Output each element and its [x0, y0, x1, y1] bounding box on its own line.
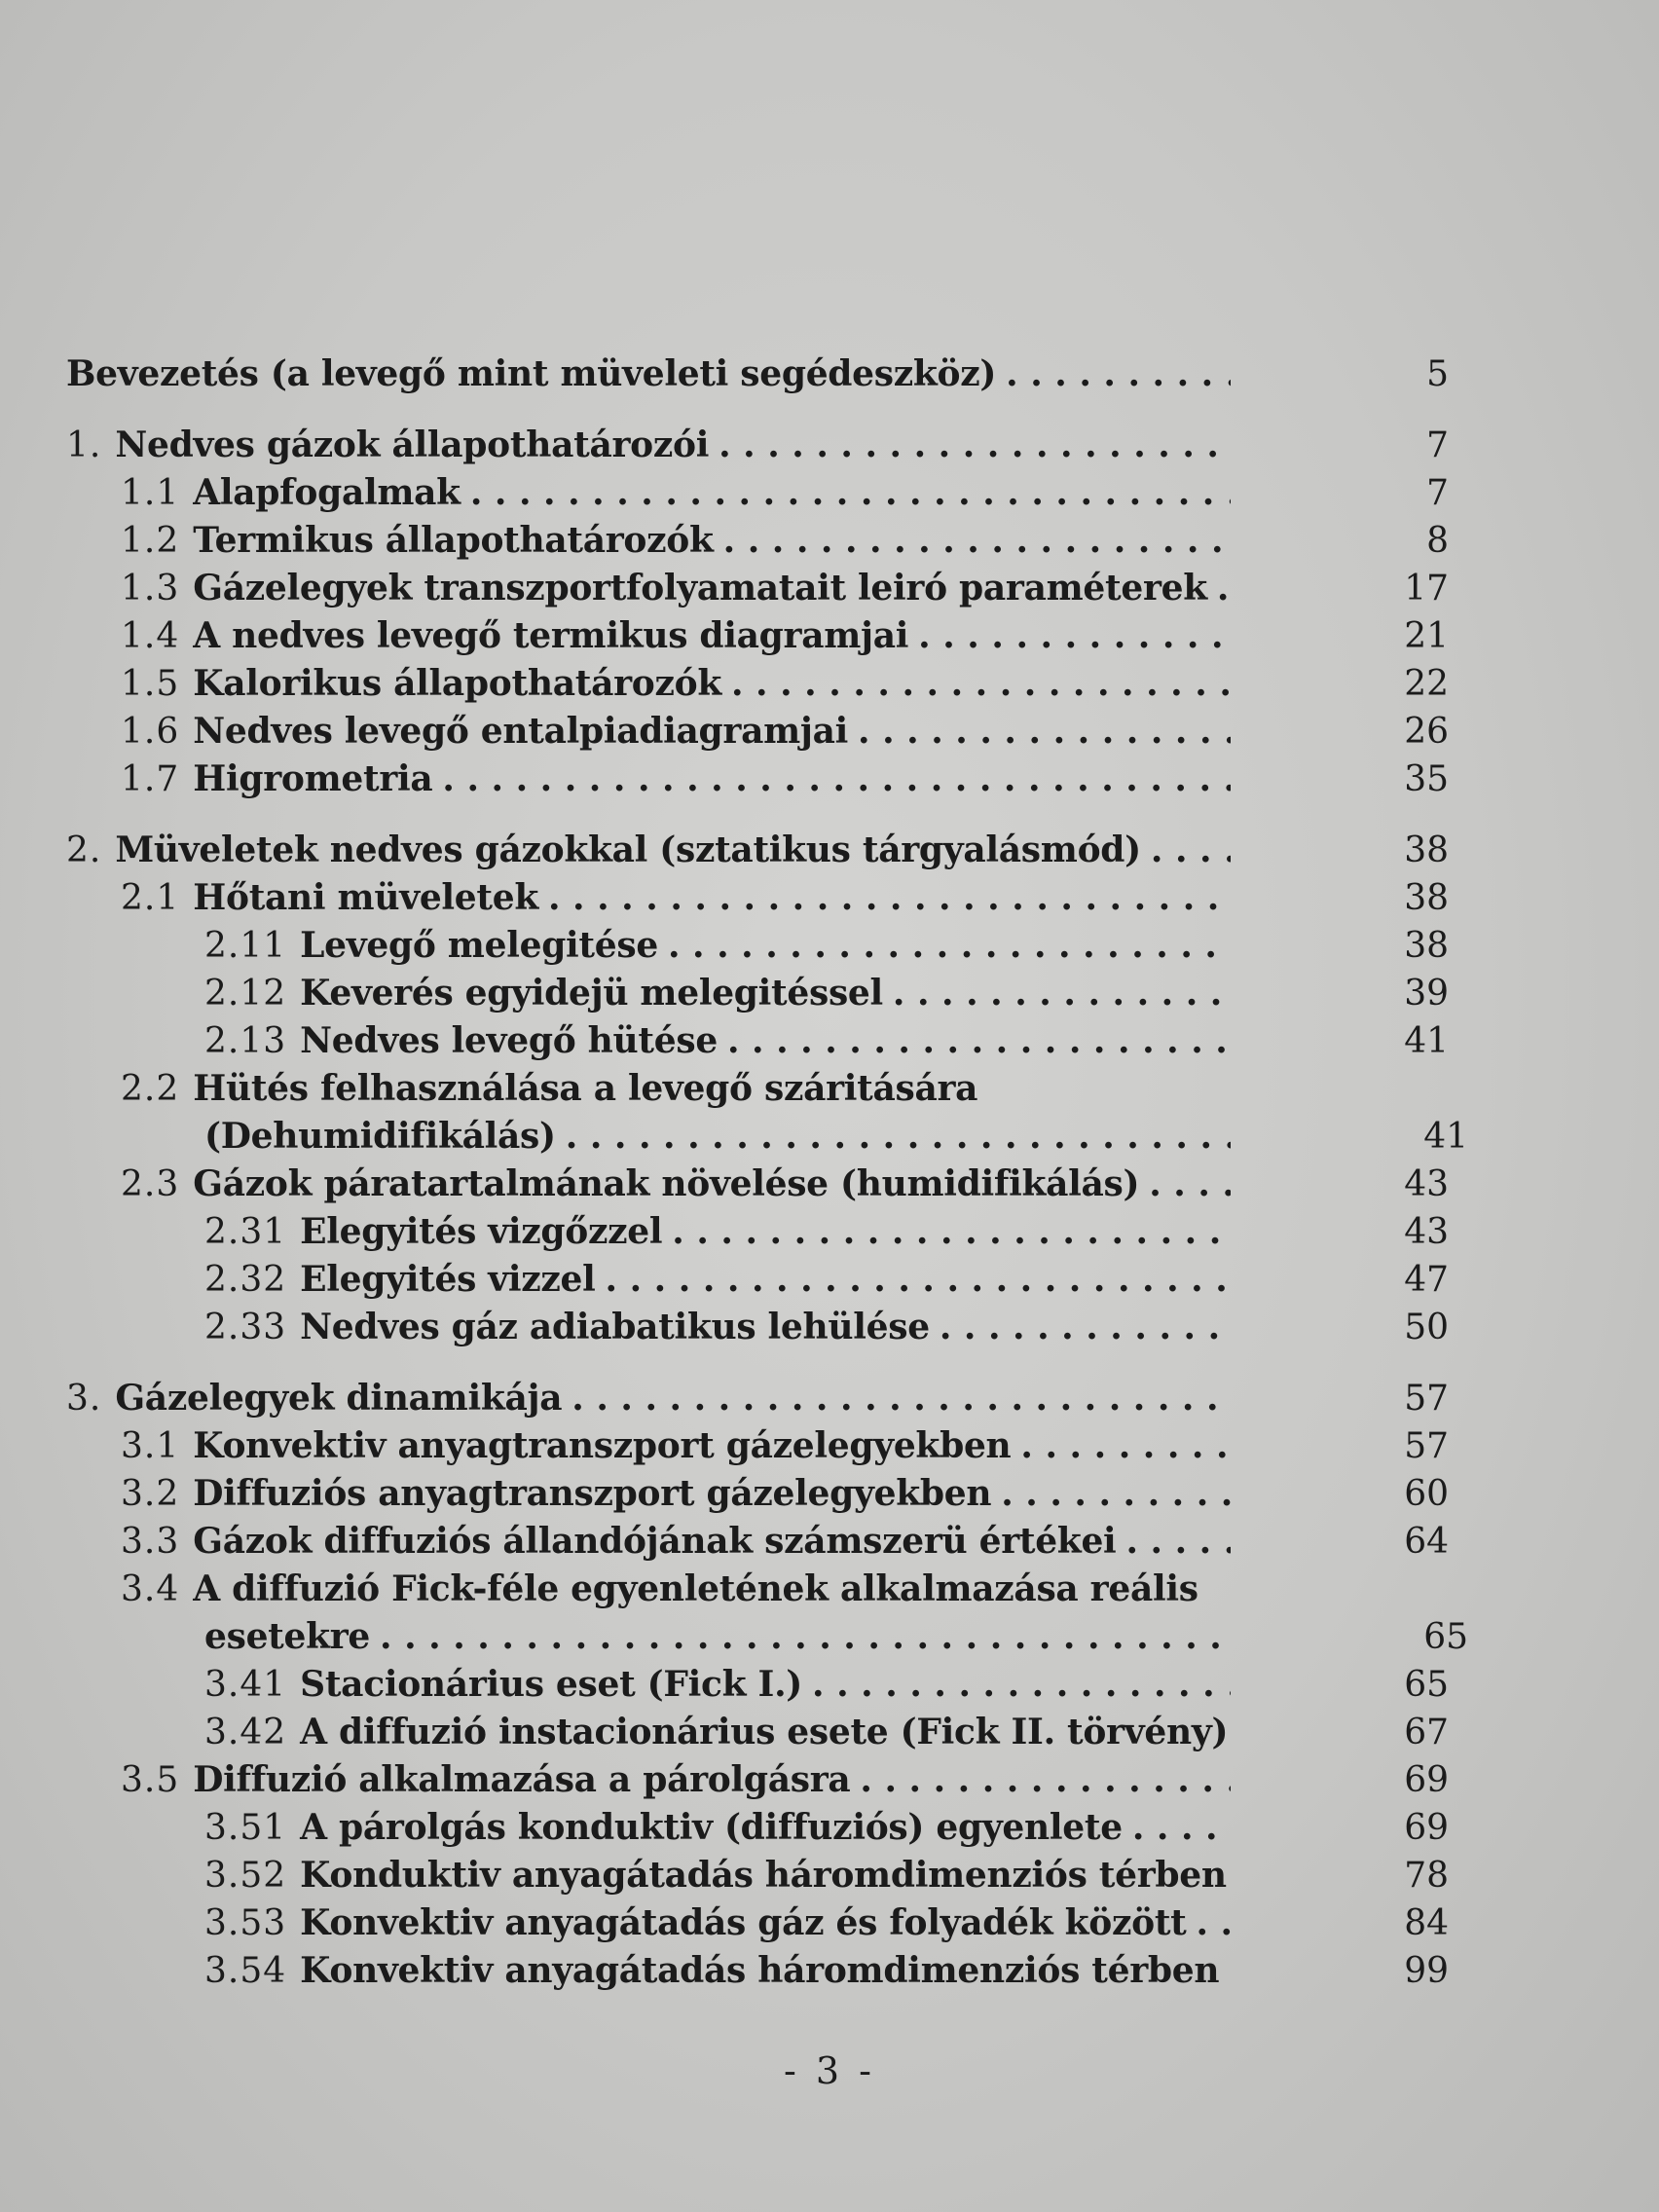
toc-entry [66, 1304, 1468, 1351]
toc-entry [66, 1709, 1468, 1756]
toc-entry-number: 1.2 [121, 521, 180, 561]
toc-entry [66, 565, 1468, 612]
toc-entry-number: 2.2 [121, 1069, 180, 1109]
dot-leader [1196, 1899, 1231, 1947]
toc-entry [66, 922, 1468, 970]
toc-entry-page: 99 [1404, 1951, 1449, 1991]
toc-entry-number: 3.5 [121, 1760, 180, 1800]
dot-leader [566, 1113, 1231, 1161]
toc-entry-number: 1.1 [121, 473, 180, 513]
toc-entry-number: 1.3 [121, 569, 180, 608]
toc-entry-page: 38 [1404, 878, 1449, 918]
toc-entry-title: Termikus állapothatározók [193, 520, 714, 561]
toc-entry-page: 67 [1404, 1713, 1449, 1752]
toc-entry [66, 1852, 1468, 1899]
toc-entry [66, 1899, 1468, 1947]
toc-entry [66, 1756, 1468, 1804]
toc-entry-title: Nedves gázok állapothatározói [115, 424, 710, 465]
toc-entry-number: 2.33 [204, 1308, 287, 1347]
toc-entry-page: 5 [1426, 354, 1449, 394]
toc-entry [66, 1256, 1468, 1304]
toc-entry-title: Higrometria [193, 758, 433, 799]
dot-leader [918, 612, 1231, 660]
toc-entry-title: Diffuzió alkalmazása a párolgásra [193, 1759, 851, 1800]
dot-leader [606, 1256, 1231, 1304]
dot-leader [1001, 1470, 1231, 1518]
toc-sections [66, 422, 1468, 1995]
toc-section-3 [66, 1375, 1468, 1995]
toc-entry-title: Gázelegyek dinamikája [115, 1378, 563, 1419]
toc-entry-title: Nedves gáz adiabatikus lehülése [300, 1307, 930, 1347]
toc-entry-title: Konvektiv anyagátadás háromdimenziós térben [300, 1950, 1220, 1991]
toc-entry-page: 50 [1404, 1308, 1449, 1347]
toc-entry-number: 3. [66, 1379, 102, 1419]
toc-entry [66, 1161, 1468, 1208]
toc-entry-page: 41 [1404, 1021, 1449, 1061]
toc-entry-number: 2.1 [121, 878, 180, 918]
toc-section-2 [66, 827, 1468, 1351]
dot-leader [860, 1756, 1231, 1804]
toc-entry-page: 43 [1404, 1164, 1449, 1204]
toc-entry-title: Hőtani müveletek [193, 877, 538, 918]
toc-entry-page: 65 [1404, 1665, 1449, 1705]
toc-entry-title: Stacionárius eset (Fick I.) [300, 1664, 803, 1705]
toc-entry-page: 26 [1404, 712, 1449, 752]
toc-entry-title: Levegő melegitése [300, 925, 658, 966]
page-number: - 3 - [783, 2049, 875, 2092]
dot-leader [1020, 1422, 1231, 1470]
toc-entry-page: 65 [1423, 1617, 1468, 1657]
toc-entry [66, 1804, 1468, 1852]
toc-entry-page: 64 [1404, 1522, 1449, 1562]
toc-entry [66, 756, 1468, 803]
toc-entry-page: 7 [1426, 473, 1449, 513]
dot-leader [723, 517, 1231, 565]
toc-entry-number: 2.13 [204, 1021, 287, 1061]
toc-entry-page: 60 [1404, 1474, 1449, 1514]
toc-entry-number: 2.3 [121, 1164, 180, 1204]
toc-entry [66, 1661, 1468, 1709]
dot-leader [940, 1304, 1231, 1351]
toc-entry [66, 660, 1468, 708]
toc-entry [66, 1470, 1468, 1518]
toc-entry-number: 3.53 [204, 1903, 287, 1943]
toc-entry-number: 1.5 [121, 664, 180, 704]
toc-entry-title: Diffuziós anyagtranszport gázelegyekben [193, 1473, 992, 1514]
dot-leader [672, 1208, 1231, 1256]
toc-entry [66, 1566, 1468, 1613]
toc-entry-title: Hütés felhasználása a levegő száritására [193, 1068, 978, 1109]
toc-entry-number: 3.51 [204, 1808, 287, 1848]
toc-entry-title: Kalorikus állapothatározók [193, 663, 721, 704]
toc-entry-title: Nedves levegő entalpiadiagramjai [193, 711, 849, 752]
toc-entry-page: 57 [1404, 1379, 1449, 1419]
toc-entry-number: 3.54 [204, 1951, 287, 1991]
toc-entry [66, 1113, 1468, 1161]
toc-entry-title: Bevezetés (a levegő mint müveleti segédeszköz) [66, 353, 997, 394]
toc-entry-title: (Dehumidifikálás) [204, 1116, 556, 1157]
dot-leader [812, 1661, 1231, 1709]
toc-entry-title: Elegyités vizzel [300, 1259, 596, 1300]
toc-entry-title: Gázok páratartalmának növelése (humidifikálás) [193, 1163, 1140, 1204]
toc-entry-number: 3.41 [204, 1665, 287, 1705]
toc-entry-number: 2.12 [204, 974, 287, 1014]
toc-entry-page: 78 [1404, 1856, 1449, 1896]
dot-leader [858, 708, 1231, 756]
toc-entry-number: 2. [66, 830, 102, 870]
toc-entry-page: 17 [1404, 569, 1449, 608]
toc-entry [66, 827, 1468, 874]
dot-leader [719, 422, 1231, 469]
toc-entry-page: 38 [1404, 830, 1449, 870]
toc-entry-number: 3.4 [121, 1569, 180, 1609]
toc-entry-number: 2.11 [204, 926, 287, 966]
toc-entry-page: 35 [1404, 759, 1449, 799]
toc-entry-page: 84 [1404, 1903, 1449, 1943]
dot-leader [1132, 1804, 1231, 1852]
toc-entry-title: Keverés egyidejü melegitéssel [300, 973, 883, 1014]
toc-entry-page: 47 [1404, 1260, 1449, 1300]
dot-leader [548, 874, 1231, 922]
dot-leader [893, 970, 1231, 1017]
dot-leader [1229, 1947, 1231, 1995]
toc-entry-page: 39 [1404, 974, 1449, 1014]
toc-entry [66, 1947, 1468, 1995]
dot-leader [731, 660, 1231, 708]
toc-section-1 [66, 422, 1468, 803]
toc-entry-title: Gázok diffuziós állandójának számszerü értékei [193, 1521, 1117, 1562]
toc-entry-page: 69 [1404, 1760, 1449, 1800]
dot-leader [1125, 1518, 1231, 1566]
toc-entry-page: 57 [1404, 1426, 1449, 1466]
toc-entry-title: Konvektiv anyagátadás gáz és folyadék között [300, 1902, 1187, 1943]
toc-entry-title: A diffuzió instacionárius esete (Fick II. törvény) [300, 1712, 1229, 1752]
toc-entry-number: 3.2 [121, 1474, 180, 1514]
dot-leader [571, 1375, 1231, 1422]
toc-entry [66, 1065, 1468, 1113]
dot-leader [1217, 565, 1231, 612]
toc-entry-number: 1.6 [121, 712, 180, 752]
toc-entry-page: 38 [1404, 926, 1449, 966]
toc-entry-page: 69 [1404, 1808, 1449, 1848]
toc-entry [66, 422, 1468, 469]
toc-entry-title: Konvektiv anyagtranszport gázelegyekben [193, 1425, 1012, 1466]
toc-entry-page: 41 [1423, 1117, 1468, 1157]
toc-entry [66, 874, 1468, 922]
dot-leader [442, 756, 1231, 803]
toc-entry-page: 43 [1404, 1212, 1449, 1252]
table-of-contents [66, 350, 1468, 2018]
toc-entry-number: 2.31 [204, 1212, 287, 1252]
toc-entry-number: 3.3 [121, 1522, 180, 1562]
toc-entry [66, 1613, 1468, 1661]
dot-leader [380, 1613, 1231, 1661]
toc-entry-title: Gázelegyek transzportfolyamatait leiró paraméterek [193, 568, 1207, 608]
toc-entry-number: 1.7 [121, 759, 180, 799]
toc-entry [66, 1518, 1468, 1566]
dot-leader [727, 1017, 1231, 1065]
toc-entry-page: 21 [1404, 616, 1449, 656]
toc-entry-page: 22 [1404, 664, 1449, 704]
toc-entry-page: 7 [1426, 425, 1449, 465]
toc-entry [66, 1422, 1468, 1470]
toc-entry-number: 1.4 [121, 616, 180, 656]
toc-entry-title: A párolgás konduktiv (diffuziós) egyenlete [300, 1807, 1123, 1848]
toc-entry-number: 3.1 [121, 1426, 180, 1466]
toc-entry [66, 469, 1468, 517]
toc-entry-title: Konduktiv anyagátadás háromdimenziós térben [300, 1855, 1227, 1896]
dot-leader [1006, 350, 1231, 398]
dot-leader [470, 469, 1231, 517]
toc-entry-title: esetekre [204, 1616, 371, 1657]
dot-leader [1151, 827, 1231, 874]
toc-entry-title: Müveletek nedves gázokkal (sztatikus tárgyalásmód) [115, 830, 1141, 870]
toc-entry-number: 1. [66, 425, 102, 465]
toc-entry-title: Alapfogalmak [193, 472, 461, 513]
toc-entry [66, 1017, 1468, 1065]
toc-entry [66, 612, 1468, 660]
toc-entry-title: Nedves levegő hütése [300, 1020, 718, 1061]
toc-entry-title: A diffuzió Fick-féle egyenletének alkalmazása reális [193, 1568, 1198, 1609]
dot-leader [1149, 1161, 1231, 1208]
toc-entry-number: 3.52 [204, 1856, 287, 1896]
toc-entry-number: 3.42 [204, 1713, 287, 1752]
toc-entry [66, 517, 1468, 565]
toc-entry-intro [66, 350, 1468, 398]
toc-entry [66, 708, 1468, 756]
toc-entry [66, 1208, 1468, 1256]
toc-entry-title: A nedves levegő termikus diagramjai [193, 615, 909, 656]
toc-entry-title: Elegyités vizgőzzel [300, 1211, 663, 1252]
toc-entry-page: 8 [1426, 521, 1449, 561]
toc-entry [66, 970, 1468, 1017]
dot-leader [668, 922, 1231, 970]
toc-entry [66, 1375, 1468, 1422]
toc-entry-number: 2.32 [204, 1260, 287, 1300]
